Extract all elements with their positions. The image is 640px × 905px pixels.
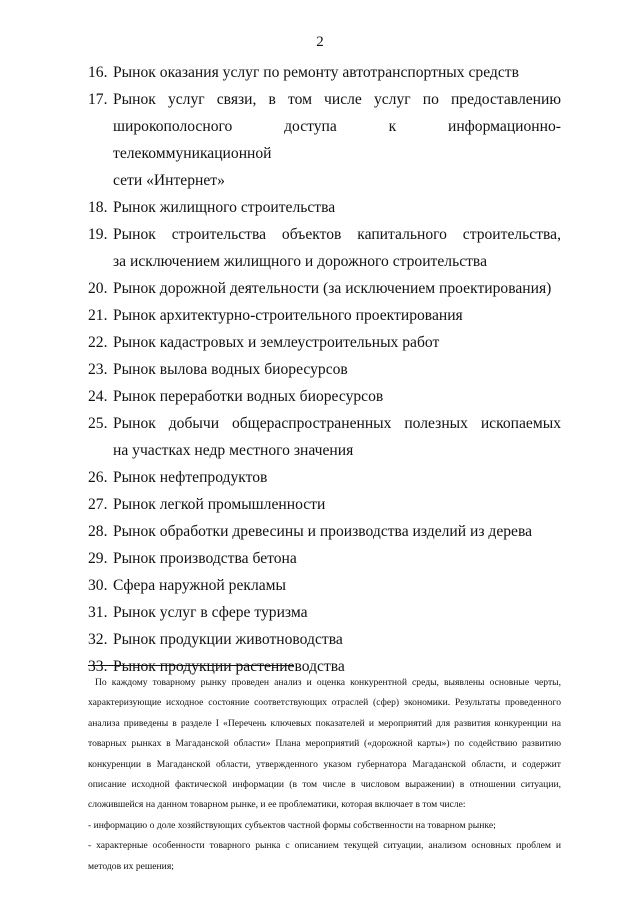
list-item-number: 27.	[88, 496, 108, 513]
list-item-text: Рынок добычи общераспространенных полезных ископаемых	[113, 415, 561, 432]
footnote	[88, 673, 561, 877]
list-item-text: Рынок строительства объектов капитального строительства,	[113, 226, 561, 243]
list-item	[88, 356, 561, 383]
list-item-text: Рынок оказания услуг по ремонту автотранспортных средств	[113, 64, 519, 81]
list-item	[88, 491, 561, 518]
list-item-continuation: сети «Интернет»	[113, 172, 225, 189]
list-item	[88, 194, 561, 221]
list-item-text: Рынок продукции животноводства	[113, 631, 343, 648]
list-item-text: Рынок услуг связи, в том числе услуг по предоставлению	[113, 91, 561, 108]
list-item-text: Рынок обработки древесины и производства изделий из дерева	[113, 523, 533, 540]
list-item-number: 21.	[88, 307, 108, 324]
page-number: 2	[316, 34, 324, 50]
footnote-bullet: - информацию о доле хозяйствующих субъектов частной формы собственности на товарном рынке;	[88, 819, 496, 831]
list-item-text: Рынок архитектурно-строительного проектирования	[113, 307, 463, 324]
list-item-number: 25.	[88, 415, 108, 432]
list-item	[88, 302, 561, 329]
list-item-text: Рынок дорожной деятельности (за исключением проектирования)	[113, 280, 552, 297]
list-item-number: 23.	[88, 361, 108, 378]
footnote-paragraph: По каждому товарному рынку проведен анализ и оценка конкурентной среды, выявлены основные черты, характеризующие исходное состояние соответствующих отраслей (сфер) экономики. Результаты проведенного анализа приведены в разделе I «Перечень ключевых показателей и мероприятий для развития конкуренции на товарных рынках в Магаданской области» Плана мероприятий («дорожной карты») по содействию развитию конкуренции в Магаданской области, утвержденного указом губернатора Магаданской области, и содержит описание исходной фактической информации (в том числе в числовом выражении) в отношении ситуации, сложившейся на данном товарном рынке, и ее проблематики, которая включает в том числе:	[88, 677, 561, 811]
list-item-number: 32.	[88, 631, 108, 648]
list-item-number: 28.	[88, 523, 108, 540]
list-item-number: 19.	[88, 226, 108, 243]
list-item-text: Рынок продукции растениеводства	[113, 658, 345, 675]
list-item-number: 29.	[88, 550, 108, 567]
list-item-continuation: широкополосного доступа к информационно-телекоммуникационной	[113, 118, 561, 162]
list-item	[88, 599, 561, 626]
list-item	[88, 464, 561, 491]
list-item-number: 16.	[88, 64, 108, 81]
list-item-number: 17.	[88, 91, 108, 108]
list-item	[88, 410, 561, 437]
list-item	[88, 383, 561, 410]
footnote-divider	[88, 665, 294, 666]
list-item	[88, 626, 561, 653]
list-item-continuation: на участках недр местного значения	[113, 442, 354, 459]
list-item-text: Рынок услуг в сфере туризма	[113, 604, 308, 621]
list-item	[88, 518, 561, 545]
list-item-text: Сфера наружной рекламы	[113, 577, 286, 594]
list-item	[88, 221, 561, 248]
list-item-number: 30.	[88, 577, 108, 594]
list-item-number: 24.	[88, 388, 108, 405]
list-item	[88, 329, 561, 356]
list-item-text: Рынок переработки водных биоресурсов	[113, 388, 384, 405]
list-item-number: 18.	[88, 199, 108, 216]
list-item-text: Рынок кадастровых и землеустроительных работ	[113, 334, 440, 351]
list-item	[88, 86, 561, 113]
list-item-text: Рынок жилищного строительства	[113, 199, 336, 216]
list-item-number: 31.	[88, 604, 108, 621]
list-item	[88, 572, 561, 599]
list-item	[88, 545, 561, 572]
list-item-number: 33.	[88, 658, 108, 675]
list-item	[88, 59, 561, 86]
footnote-bullet: - характерные особенности товарного рынка с описанием текущей ситуации, анализом основных проблем и методов их решения;	[88, 840, 561, 872]
list-item	[88, 275, 561, 302]
list-item-text: Рынок легкой промышленности	[113, 496, 326, 513]
list-item-text: Рынок вылова водных биоресурсов	[113, 361, 348, 378]
market-list	[88, 59, 561, 680]
list-item-text: Рынок производства бетона	[113, 550, 297, 567]
list-item-number: 22.	[88, 334, 108, 351]
list-item-continuation: за исключением жилищного и дорожного строительства	[113, 253, 488, 270]
list-item-number: 20.	[88, 280, 108, 297]
list-item-text: Рынок нефтепродуктов	[113, 469, 268, 486]
list-item-number: 26.	[88, 469, 108, 486]
